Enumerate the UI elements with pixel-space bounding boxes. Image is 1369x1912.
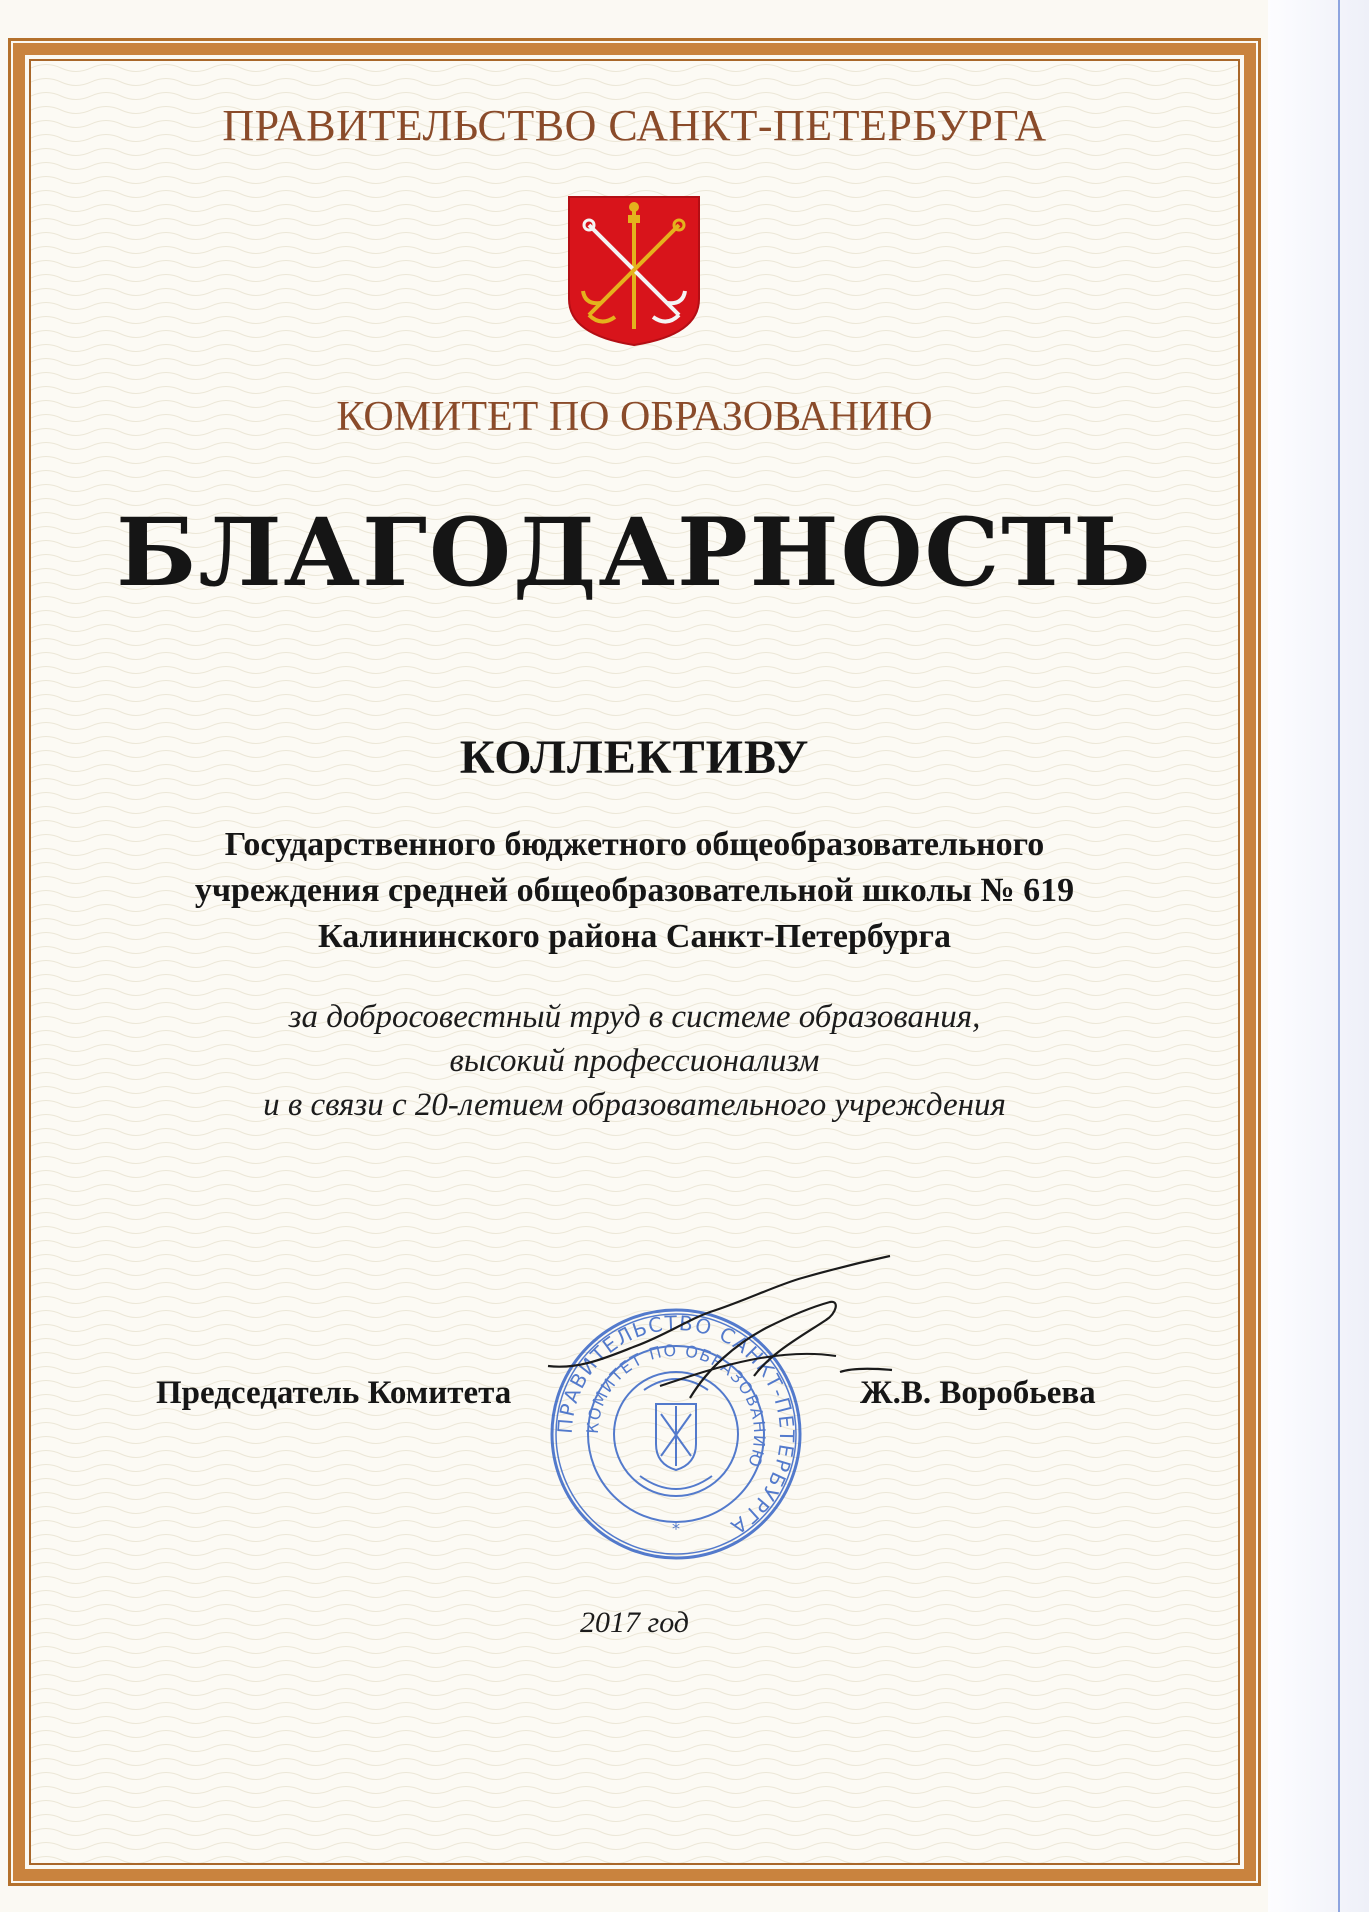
committee-title: КОМИТЕТ ПО ОБРАЗОВАНИЮ	[336, 394, 933, 440]
reason-line: за добросовестный труд в системе образования,	[288, 999, 981, 1035]
signatory-name: Ж.В. Воробьева	[860, 1375, 1096, 1411]
reason-line: высокий профессионализм	[449, 1043, 820, 1079]
organization-line: учреждения средней общеобразовательной школы № 619	[194, 872, 1075, 909]
reason-line: и в связи с 20-летием образовательного учреждения	[263, 1087, 1006, 1123]
organization-line: Государственного бюджетного общеобразовательного	[224, 826, 1045, 863]
recipient-heading: КОЛЛЕКТИВУ	[459, 731, 810, 784]
coat-of-arms-icon	[567, 195, 701, 347]
seal-inner-text: КОМИТЕТ ПО ОБРАЗОВАНИЮ	[582, 1340, 770, 1471]
document-title: БЛАГОДАРНОСТЬ	[116, 498, 1153, 608]
scan-edge-line	[1338, 0, 1340, 1912]
scan-edge-strip	[1268, 0, 1369, 1912]
organization-line: Калининского района Санкт-Петербурга	[318, 918, 951, 955]
svg-text:*: *	[672, 1519, 680, 1538]
signatory-title: Председатель Комитета	[156, 1375, 512, 1411]
seal-outer-text: ПРАВИТЕЛЬСТВО САНКТ-ПЕТЕРБУРГА	[552, 1310, 800, 1540]
government-title: ПРАВИТЕЛЬСТВО САНКТ-ПЕТЕРБУРГА	[222, 101, 1047, 150]
issue-year: 2017 год	[580, 1606, 689, 1639]
